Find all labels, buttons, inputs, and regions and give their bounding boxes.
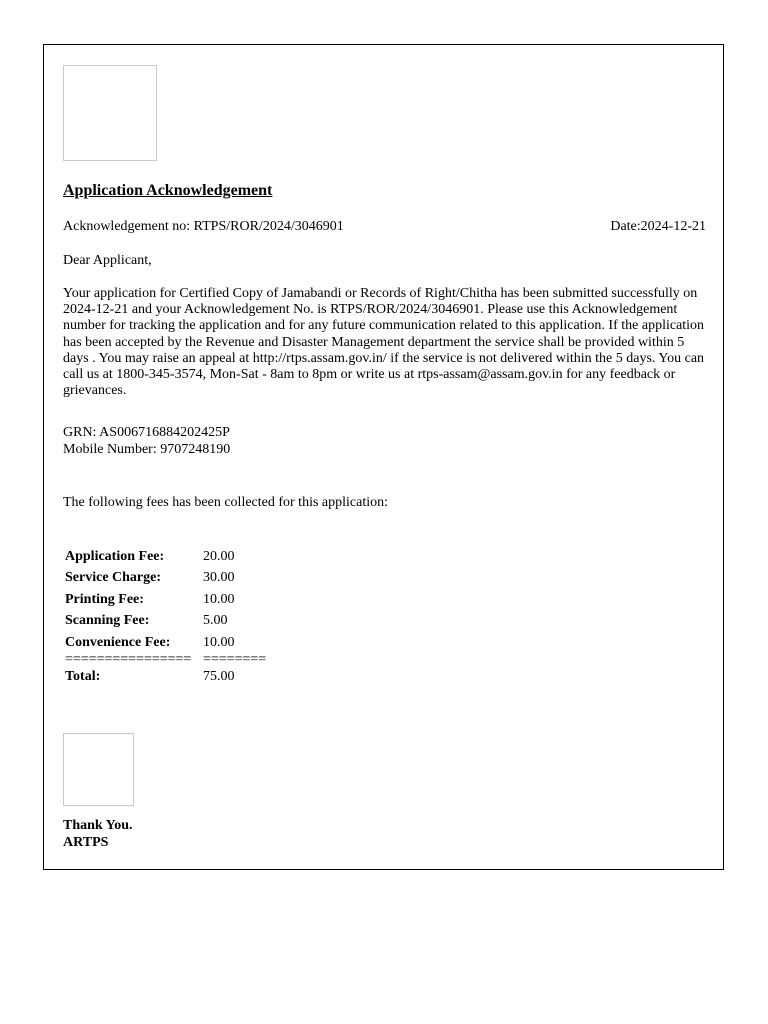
fee-label: Convenience Fee: xyxy=(65,634,171,650)
grn-line: GRN: AS006716884202425P xyxy=(63,425,230,440)
fee-value: 5.00 xyxy=(203,613,228,629)
fee-label: Application Fee: xyxy=(65,549,165,564)
fee-label: Scanning Fee: xyxy=(65,613,150,629)
acknowledgement-date: Date:2024-12-21 xyxy=(610,219,706,234)
total-value: 75.00 xyxy=(203,669,235,685)
closing-thanks: Thank You. xyxy=(63,818,133,833)
acknowledgement-row xyxy=(63,218,706,236)
separator-right: ======== xyxy=(203,652,267,668)
logo-placeholder-image xyxy=(63,65,157,161)
total-row xyxy=(63,666,268,687)
fee-row xyxy=(63,610,268,631)
fee-value: 30.00 xyxy=(203,570,235,586)
separator-row xyxy=(63,653,268,666)
fee-value: 10.00 xyxy=(203,591,235,607)
fee-value: 10.00 xyxy=(203,634,235,650)
closing-organization: ARTPS xyxy=(63,835,109,850)
fee-row xyxy=(63,546,268,567)
fee-label: Printing Fee: xyxy=(65,591,144,607)
fee-row xyxy=(63,589,268,610)
signature-placeholder-image xyxy=(63,733,134,806)
total-label: Total: xyxy=(65,669,101,685)
fee-row xyxy=(63,632,268,653)
fee-value: 20.00 xyxy=(203,549,235,564)
mobile-number-line: Mobile Number: 9707248190 xyxy=(63,442,231,457)
acknowledgement-number: Acknowledgement no: RTPS/ROR/2024/3046901 xyxy=(63,219,344,234)
document-title: Application Acknowledgement xyxy=(63,182,273,199)
body-paragraph: Your application for Certified Copy of Jamabandi or Records of Right/Chitha has been submitted successfully on 2024-12-21 and your Acknowledgement No. is RTPS/ROR/2024/3046901. Please use this Acknowledgement number for tracking the application and for any future communication related to this application. If the application has been accepted by the Revenue and Disaster Management department the service shall be provided within 5 days . You may raise an appeal at http://rtps.assam.gov.in/ if the service is not delivered within the 5 days. You can call us at 1800-345-3574, Mon-Sat - 8am to 8pm or write us at rtps-assam@assam.gov.in for any feedback or grievances. xyxy=(63,286,705,399)
fee-row xyxy=(63,567,268,588)
fee-label: Service Charge: xyxy=(65,570,162,586)
separator-left: ================ xyxy=(65,652,192,668)
fees-table xyxy=(63,546,268,687)
fees-intro: The following fees has been collected for this application: xyxy=(63,495,389,510)
greeting: Dear Applicant, xyxy=(63,253,152,268)
